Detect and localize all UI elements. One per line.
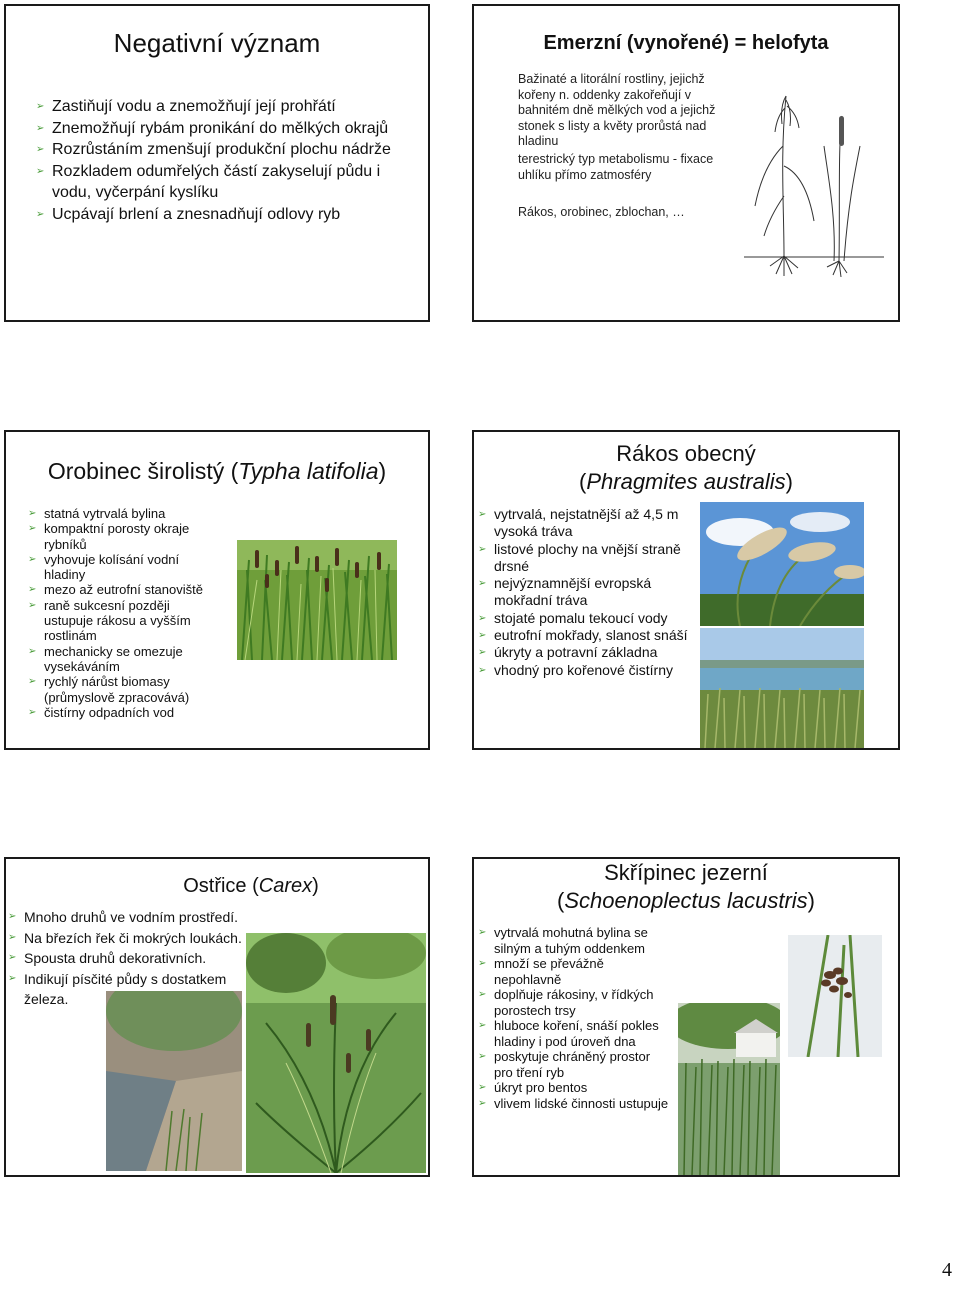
bullet-arrow-icon: ➢ bbox=[478, 1051, 487, 1062]
slide-title: Skřípinec jezerní (Schoenoplectus lacustris) bbox=[556, 860, 815, 913]
bullet-arrow-icon: ➢ bbox=[36, 101, 45, 112]
list-item: ➢ mechanicky se omezuje vysekáváním bbox=[28, 643, 183, 674]
list-item: ➢ Ucpávají brlení a znesnadňují odlovy ryb bbox=[36, 204, 406, 226]
list-item: ➢ doplňuje rákosiny, v řídkých porostech trsy bbox=[478, 987, 654, 1018]
bullet-arrow-icon: ➢ bbox=[478, 630, 487, 642]
slide-title: Emerzní (vynořené) = helofyta bbox=[543, 32, 829, 54]
slide-title: Negativní význam bbox=[113, 28, 321, 58]
slide-emergent-helophytes bbox=[472, 4, 900, 322]
list-item: ➢ Mnoho druhů ve vodním prostředí. bbox=[8, 907, 258, 928]
carex-photo-right bbox=[246, 933, 426, 1173]
bullet-arrow-icon: ➢ bbox=[36, 208, 45, 220]
helophyte-drawing bbox=[744, 86, 884, 286]
typha-photo bbox=[237, 540, 397, 660]
bullet-arrow-icon: ➢ bbox=[478, 1097, 487, 1109]
list-item: ➢ Znemožňují rybám pronikání do mělkých okrajů bbox=[36, 118, 406, 140]
bullet-arrow-icon: ➢ bbox=[28, 523, 37, 535]
list-item: ➢ Zastiňují vodu a znemožňují její prohřátí bbox=[36, 96, 406, 118]
bullet-arrow-icon: ➢ bbox=[478, 664, 487, 676]
bullet-arrow-icon: ➢ bbox=[478, 509, 487, 520]
bullet-arrow-icon: ➢ bbox=[36, 165, 45, 177]
list-item: ➢ úkryty a potravní základna bbox=[478, 644, 658, 661]
bullet-arrow-icon: ➢ bbox=[8, 952, 17, 963]
slide-schoenoplectus bbox=[472, 857, 900, 1177]
bullet-arrow-icon: ➢ bbox=[28, 599, 37, 611]
schoenoplectus-photo-pond bbox=[678, 1003, 780, 1175]
bullet-arrow-icon: ➢ bbox=[28, 706, 37, 718]
bullet-list bbox=[36, 96, 406, 225]
bullet-list bbox=[478, 925, 672, 1111]
bullet-arrow-icon: ➢ bbox=[28, 676, 37, 688]
list-item: ➢ eutrofní mokřady, slanost snáší bbox=[478, 627, 688, 644]
phragmites-photo-bottom bbox=[700, 628, 864, 748]
list-item: ➢ vhodný pro kořenové čistírny bbox=[478, 661, 673, 678]
list-item: ➢ vytrvalá, nejstatnější až 4,5 m vysoká tráva bbox=[478, 506, 679, 540]
bullet-arrow-icon: ➢ bbox=[28, 645, 37, 657]
metabolism-text: terestrický typ metabolismu - fixace uhlíku přímo zatmosféry bbox=[518, 152, 714, 182]
list-item: ➢ Na březích řek či mokrých loukách. bbox=[8, 928, 258, 949]
slide-typha bbox=[4, 430, 430, 750]
list-item: ➢ kompaktní porosty okraje rybníků bbox=[28, 521, 190, 552]
list-item: ➢ raně sukcesní později ustupuje rákosu a vyšším rostlinám bbox=[28, 597, 191, 644]
bullet-arrow-icon: ➢ bbox=[8, 911, 17, 922]
bullet-arrow-icon: ➢ bbox=[478, 989, 487, 1000]
list-item: ➢ hluboce koření, snáší pokles hladiny i pod úroveň dna bbox=[478, 1018, 659, 1049]
bullet-arrow-icon: ➢ bbox=[8, 972, 17, 984]
list-item: ➢ úkryt pro bentos bbox=[478, 1080, 588, 1095]
phragmites-photo-top bbox=[700, 502, 864, 626]
slide-carex bbox=[4, 857, 430, 1177]
list-item: ➢ Rozrůstáním zmenšují produkční plochu nádrže bbox=[36, 139, 406, 161]
list-item: ➢ množí se převážně nepohlavně bbox=[478, 956, 604, 987]
bullet-arrow-icon: ➢ bbox=[28, 584, 37, 596]
bullet-arrow-icon: ➢ bbox=[478, 1020, 487, 1031]
list-item: ➢ Indikují písčité půdy s dostatkem železa. bbox=[8, 970, 227, 1007]
schoenoplectus-photo-closeup bbox=[788, 935, 882, 1057]
page-number: 4 bbox=[942, 1259, 952, 1281]
bullet-list bbox=[28, 506, 220, 720]
bullet-list bbox=[478, 506, 696, 679]
slide-title: Orobinec širolistý (Typha latifolia) bbox=[47, 458, 387, 484]
list-item: ➢ vlivem lidské činnosti ustupuje bbox=[478, 1095, 669, 1111]
list-item: ➢ Spousta druhů dekorativních. bbox=[8, 948, 258, 969]
bullet-arrow-icon: ➢ bbox=[28, 508, 37, 519]
list-item: ➢ rychlý nárůst biomasy (průmyslově zpracovává) bbox=[28, 674, 190, 705]
bullet-arrow-icon: ➢ bbox=[478, 543, 487, 555]
bullet-arrow-icon: ➢ bbox=[478, 958, 487, 969]
list-item: ➢ nejvýznamnější evropská mokřadní tráva bbox=[478, 575, 652, 609]
bullet-arrow-icon: ➢ bbox=[478, 647, 487, 659]
bullet-arrow-icon: ➢ bbox=[8, 931, 17, 943]
list-item: ➢ statná vytrvalá bylina bbox=[28, 506, 166, 521]
slide-title: Ostřice (Carex) bbox=[183, 875, 319, 897]
bullet-arrow-icon: ➢ bbox=[36, 144, 45, 155]
slide-negative-significance bbox=[4, 4, 430, 322]
bullet-arrow-icon: ➢ bbox=[28, 553, 37, 565]
list-item: ➢ poskytuje chráněný prostor pro tření ryb bbox=[478, 1049, 651, 1080]
examples-text: Rákos, orobinec, zblochan, … bbox=[518, 205, 685, 219]
slide-phragmites bbox=[472, 430, 900, 750]
slide-title: Rákos obecný (Phragmites australis) bbox=[579, 441, 793, 494]
bullet-arrow-icon: ➢ bbox=[478, 578, 487, 590]
carex-photo-left bbox=[106, 991, 242, 1171]
list-item: ➢ vytrvalá mohutná bylina se silným a tuhým oddenkem bbox=[478, 925, 648, 956]
bullet-arrow-icon: ➢ bbox=[36, 122, 45, 134]
list-item: ➢ stojaté pomalu tekoucí vody bbox=[478, 609, 668, 626]
definition-text: Bažinaté a litorální rostliny, jejichž kořeny n. oddenky zakořeňují v bahnitém dně mělkých vod a jejichž stonek s listy a květy prorůstá nad hladinu bbox=[518, 72, 716, 148]
list-item: ➢ vyhovuje kolísání vodní hladiny bbox=[28, 551, 180, 583]
list-item: ➢ mezo až eutrofní stanoviště bbox=[28, 582, 203, 598]
bullet-arrow-icon: ➢ bbox=[478, 612, 487, 624]
list-item: ➢ Rozkladem odumřelých částí zakyselují půdu i vodu, vyčerpání kyslíku bbox=[36, 162, 381, 201]
bullet-arrow-icon: ➢ bbox=[478, 927, 487, 938]
list-item: ➢ čistírny odpadních vod bbox=[28, 704, 175, 720]
bullet-arrow-icon: ➢ bbox=[478, 1082, 487, 1093]
list-item: ➢ listové plochy na vnější straně drsné bbox=[478, 540, 681, 574]
